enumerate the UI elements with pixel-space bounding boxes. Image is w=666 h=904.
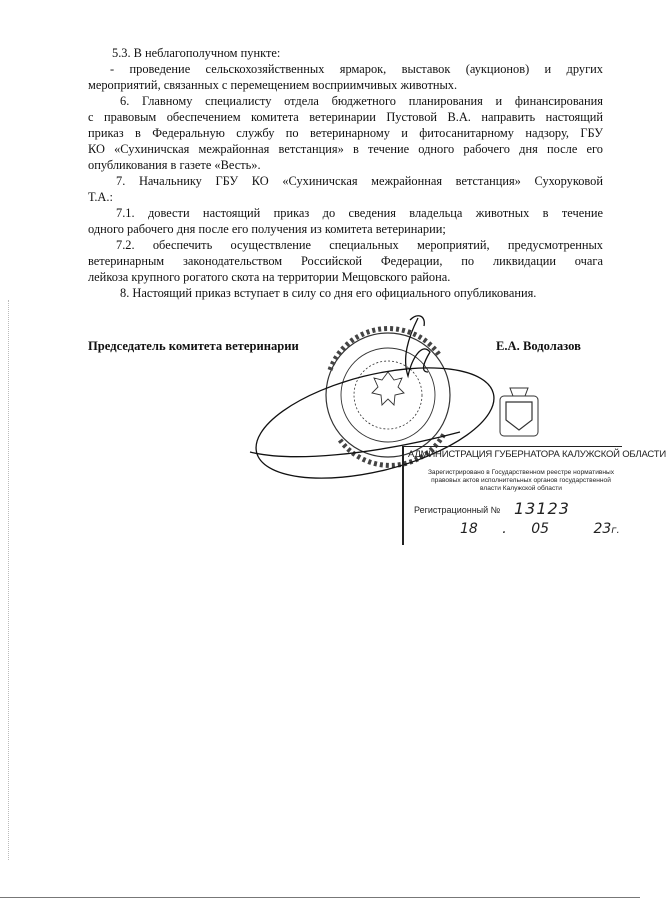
signatory-name: Е.А. Водолазов (496, 339, 581, 353)
text-line: мероприятий, связанных с перемещением восприимчивых животных. (88, 78, 458, 92)
text-line: 7.1. довести настоящий приказ до сведения владельца животных в течение (116, 206, 603, 220)
registration-number-label: Регистрационный № (414, 505, 501, 515)
registration-date-month: 05 (531, 521, 550, 537)
text-line: приказ в Федеральную службу по ветеринарному и фитосанитарному надзору, ГБУ (88, 126, 603, 140)
page-bottom-edge (0, 897, 640, 898)
text-line: Т.А.: (88, 190, 113, 204)
registration-stamp-body: Зарегистрировано в Государственном реестре нормативных правовых актов исполнительных органов государственной власти Калужской области (427, 469, 615, 492)
text-line: 7. Начальнику ГБУ КО «Сухиничская межрайонная ветстанция» Сухоруковой (116, 174, 603, 188)
text-line: ветеринарным законодательством Российской Федерации, по ликвидации очага (88, 254, 603, 268)
text-line: КО «Сухиничская межрайонная ветстанция» в течение одного рабочего дня после его (88, 142, 603, 156)
text-line: с правовым обеспечением комитета ветеринарии Пустовой В.А. направить настоящий (88, 110, 603, 124)
text-line: - проведение сельскохозяйственных ярмарок, выставок (аукционов) и других (110, 62, 603, 76)
text-line: опубликования в газете «Весть». (88, 158, 261, 172)
registration-number: 13123 (514, 499, 570, 518)
registration-stamp (402, 446, 666, 545)
text-line: 6. Главному специалисту отдела бюджетного планирования и финансирования (120, 94, 603, 108)
text-line: лейкоза крупного рогатого скота на территории Мещовского района. (88, 270, 451, 284)
text-line: одного рабочего дня после его получения из комитета ветеринарии; (88, 222, 446, 236)
coat-of-arms-icon (500, 388, 538, 436)
official-seal (326, 329, 450, 466)
registration-date-year: 23 (593, 521, 612, 537)
signatory-title: Председатель комитета ветеринарии (88, 339, 299, 353)
registration-date-day: 18 (460, 521, 478, 537)
text-line: 5.3. В неблагополучном пункте: (112, 46, 281, 60)
registration-date: 18 . 05 23г. (460, 521, 620, 537)
registration-stamp-title: АДМИНИСТРАЦИЯ ГУБЕРНАТОРА КАЛУЖСКОЙ ОБЛАСТИ (408, 449, 666, 460)
margin-mark (8, 300, 10, 860)
text-line: 7.2. обеспечить осуществление специальных мероприятий, предусмотренных (116, 238, 603, 252)
text-line: 8. Настоящий приказ вступает в силу со дня его официального опубликования. (120, 286, 537, 300)
registration-date-suffix: г. (611, 525, 620, 536)
